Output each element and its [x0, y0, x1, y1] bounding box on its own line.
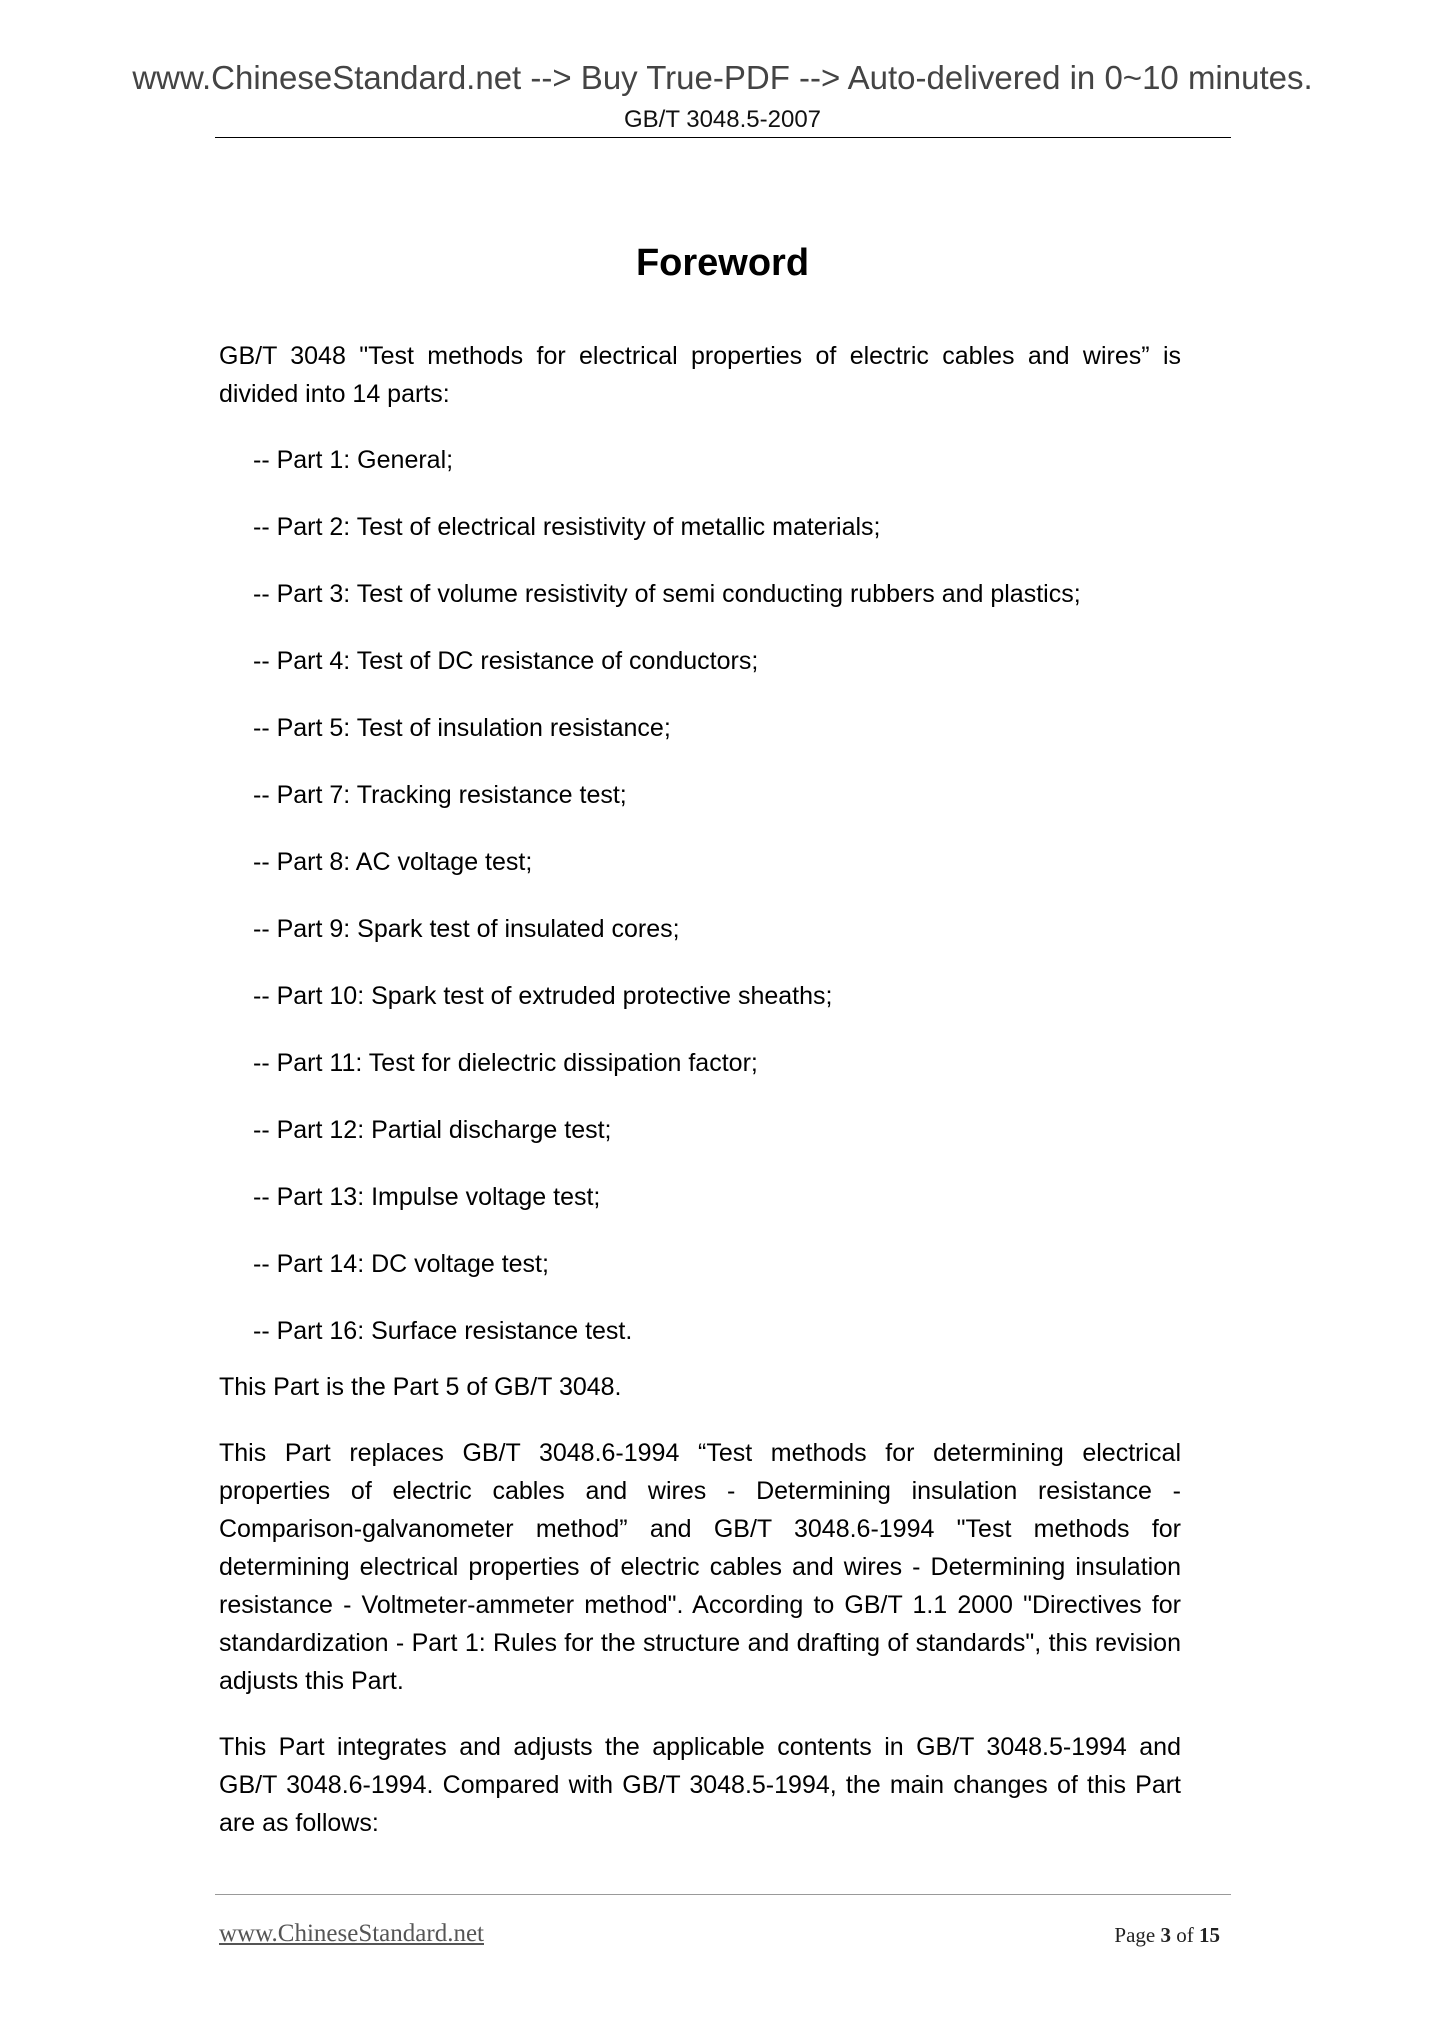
- list-item: -- Part 1: General;: [253, 446, 454, 474]
- list-item: -- Part 16: Surface resistance test.: [253, 1317, 633, 1345]
- list-item: -- Part 13: Impulse voltage test;: [253, 1183, 601, 1211]
- document-body: [219, 337, 1181, 1842]
- intro-paragraph: GB/T 3048 "Test methods for electrical properties of electric cables and wires” is divided into 14 parts:: [219, 342, 1181, 408]
- part-statement-paragraph: This Part is the Part 5 of GB/T 3048.: [219, 1373, 622, 1401]
- list-item: -- Part 12: Partial discharge test;: [253, 1116, 612, 1144]
- footer-site-link[interactable]: www.ChineseStandard.net: [219, 1920, 484, 1947]
- list-item: -- Part 3: Test of volume resistivity of semi conducting rubbers and plastics;: [253, 580, 1081, 608]
- replacement-paragraph: This Part replaces GB/T 3048.6-1994 “Test methods for determining electrical properties of electric cables and wires - Determining insulation resistance - Comparison-galvanometer method” and GB/T 3048.6-1994 "Test methods for determining electrical properties of electric cables and wires - Determining insulation resistance - Voltmeter-ammeter method". According to GB/T 1.1 2000 "Directives for standardization - Part 1: Rules for the structure and drafting of standards", this revision adjusts this Part.: [219, 1439, 1181, 1695]
- list-item: -- Part 11: Test for dielectric dissipation factor;: [253, 1049, 758, 1077]
- list-item: -- Part 10: Spark test of extruded protective sheaths;: [253, 982, 833, 1010]
- page-title: Foreword: [635, 242, 810, 284]
- current-page: 3: [1160, 1923, 1171, 1947]
- list-item: -- Part 7: Tracking resistance test;: [253, 781, 627, 809]
- page-number: [1114, 1922, 1220, 1948]
- header-divider: [215, 137, 1231, 138]
- list-item: -- Part 14: DC voltage test;: [253, 1250, 549, 1278]
- page-of: of: [1171, 1923, 1199, 1947]
- list-item: -- Part 5: Test of insulation resistance;: [253, 714, 671, 742]
- list-item: -- Part 8: AC voltage test;: [253, 848, 533, 876]
- document-code: GB/T 3048.5-2007: [623, 106, 822, 133]
- list-item: -- Part 9: Spark test of insulated cores;: [253, 915, 680, 943]
- list-item: -- Part 2: Test of electrical resistivity of metallic materials;: [253, 513, 881, 541]
- changes-paragraph: This Part integrates and adjusts the applicable contents in GB/T 3048.5-1994 and GB/T 3048.6-1994. Compared with GB/T 3048.5-1994, the main changes of this Part are as follows:: [219, 1733, 1181, 1837]
- footer-divider: [215, 1894, 1231, 1895]
- total-pages: 15: [1199, 1923, 1220, 1947]
- parts-list: [219, 441, 1181, 1350]
- list-item: -- Part 4: Test of DC resistance of conductors;: [253, 647, 759, 675]
- page-prefix: Page: [1114, 1923, 1161, 1947]
- header-banner: www.ChineseStandard.net --> Buy True-PDF --> Auto-delivered in 0~10 minutes.: [132, 59, 1313, 96]
